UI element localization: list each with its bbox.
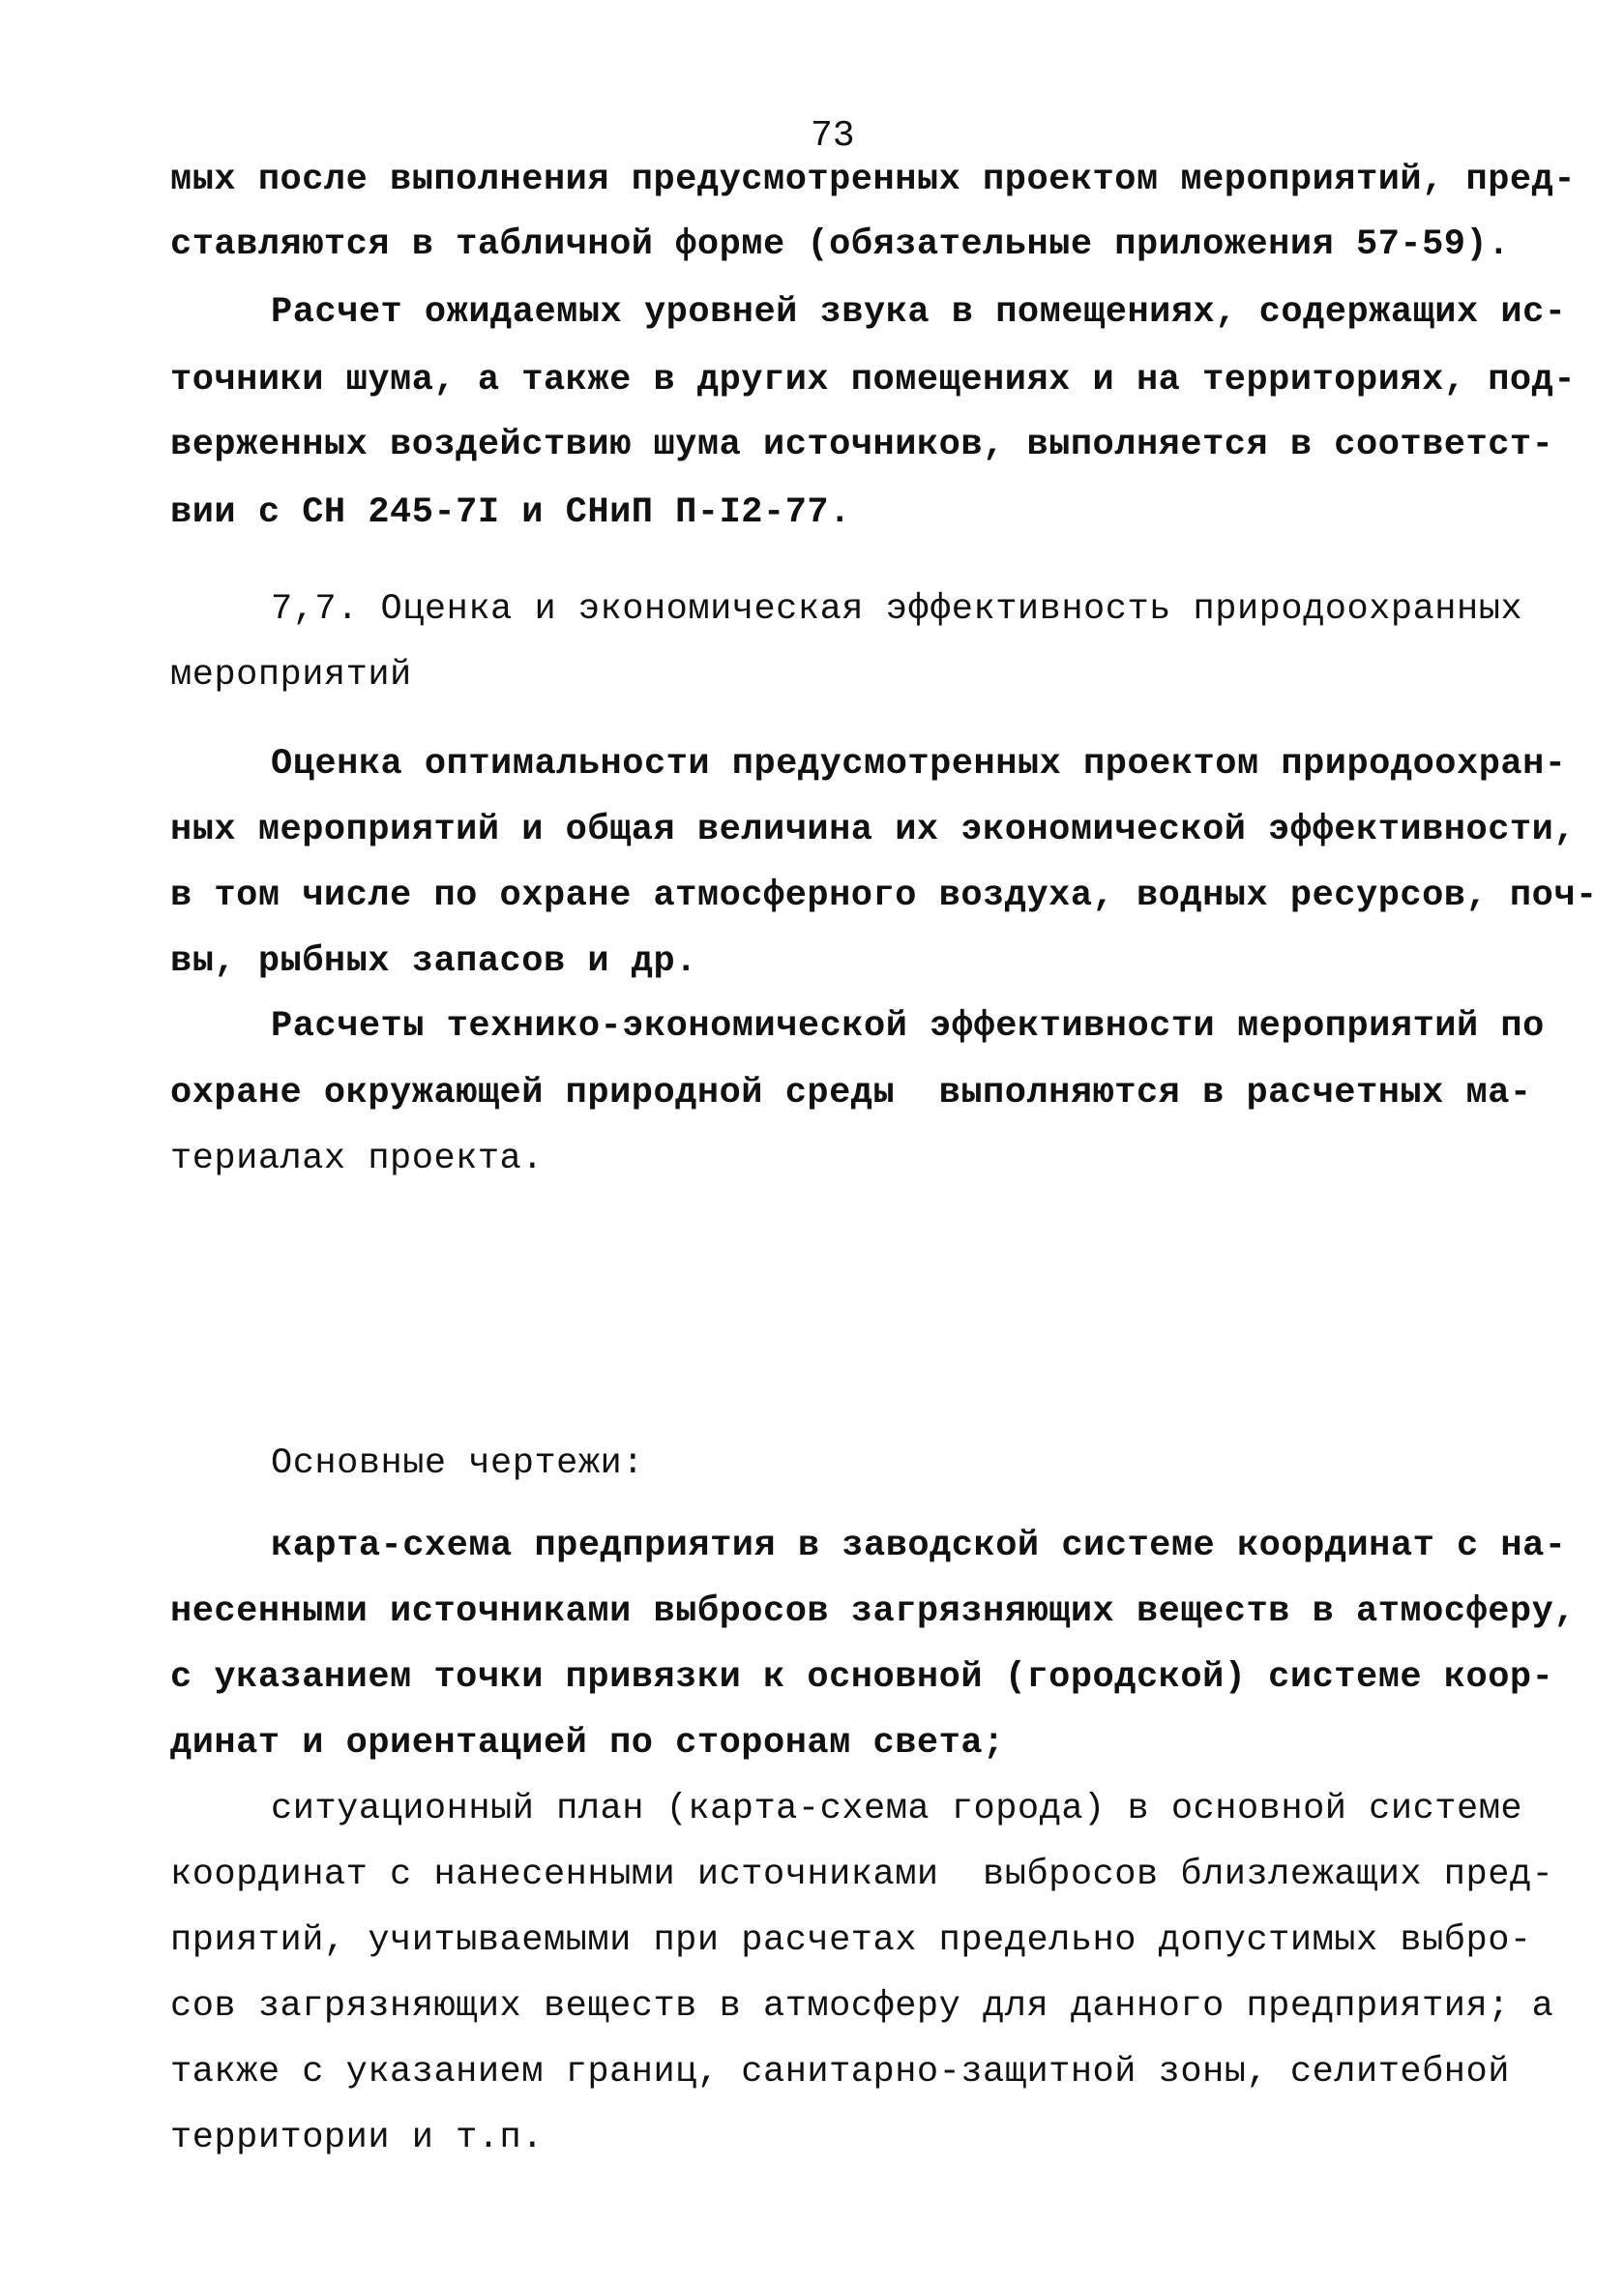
text-line: точники шума, а также в других помещениях и на территориях, под- xyxy=(170,360,1577,401)
text-line: ных мероприятий и общая величина их экономической эффективности, xyxy=(170,810,1577,850)
text-line: вы, рыбных запасов и др. xyxy=(170,941,697,982)
text-line: сов загрязняющих веществ в атмосферу для данного предприятия; а xyxy=(170,1986,1554,2027)
text-line: динат и ориентацией по сторонам света; xyxy=(170,1723,1005,1764)
text-line: с указанием точки привязки к основной (городской) системе коор- xyxy=(170,1657,1554,1698)
text-line: территории и т.п. xyxy=(170,2118,544,2158)
text-line: приятий, учитываемыми при расчетах предельно допустимых выбро- xyxy=(170,1920,1532,1961)
text-line: вии с СН 245-7I и СНиП П-I2-77. xyxy=(170,492,851,533)
text-line: охране окружающей природной среды выполняются в расчетных ма- xyxy=(170,1073,1532,1114)
text-line: мых после выполнения предусмотренных проектом мероприятий, пред- xyxy=(170,160,1577,200)
section-heading: мероприятий xyxy=(170,655,412,696)
drawings-heading: Основные чертежи: xyxy=(271,1443,644,1484)
text-line: Расчеты технико-экономической эффективности мероприятий по xyxy=(271,1006,1545,1047)
text-line: ставляются в табличной форме (обязательные приложения 57-59). xyxy=(170,224,1510,265)
text-line: Оценка оптимальности предусмотренных проектом природоохран- xyxy=(271,744,1567,785)
text-line: Расчет ожидаемых уровней звука в помещениях, содержащих ис- xyxy=(271,292,1567,333)
page-number: 73 xyxy=(811,115,855,157)
text-line: координат с нанесенными источниками выбросов близлежащих пред- xyxy=(170,1855,1554,1895)
text-line: териалах проекта. xyxy=(170,1139,544,1179)
text-line: несенными источниками выбросов загрязняющих веществ в атмосферу, xyxy=(170,1591,1577,1632)
text-line: верженных воздействию шума источников, выполняется в соответст- xyxy=(170,425,1554,465)
text-line: ситуационный план (карта-схема города) в основной системе xyxy=(271,1789,1523,1829)
text-line: также с указанием границ, санитарно-защитной зоны, селитебной xyxy=(170,2052,1510,2093)
text-line: в том числе по охране атмосферного воздуха, водных ресурсов, поч- xyxy=(170,876,1598,916)
section-heading: 7,7. Оценка и экономическая эффективность природоохранных xyxy=(271,589,1523,630)
text-line: карта-схема предприятия в заводской системе координат с на- xyxy=(271,1526,1567,1566)
